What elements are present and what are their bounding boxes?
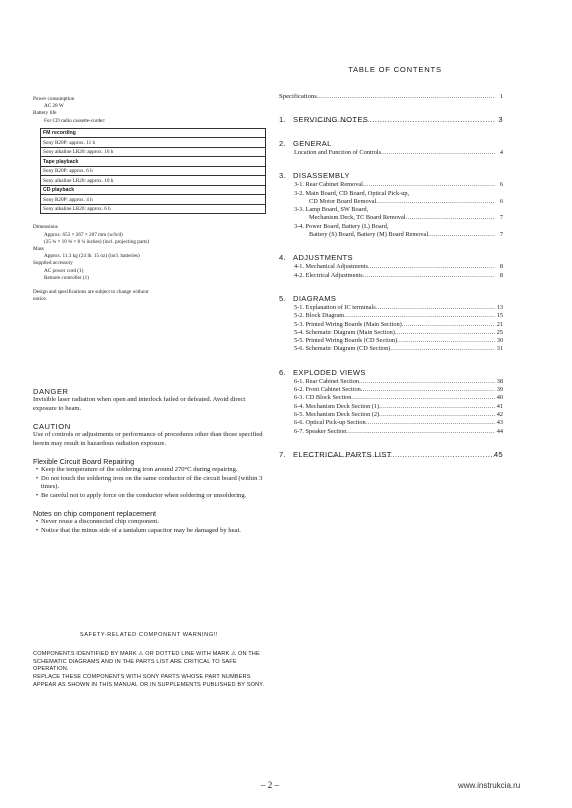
toc-entry-label: 5-3. Printed Wiring Boards (Main Section) [294,320,402,328]
toc-leader-dots [390,345,495,353]
battery-table-row [41,204,266,214]
toc-entry-label: 5-4. Schematic Diagram (Main Section) [294,328,395,336]
specifications-block [33,96,259,303]
toc-page-number: 8 [499,271,503,279]
flex-board-item [33,466,265,475]
power-consumption-label: Power consumption [33,96,75,102]
toc-entry-label: Mechanism Deck, TC Board Removal [309,214,406,222]
toc-section-number: 3. [279,171,287,181]
toc-page-number: 40 [496,394,503,402]
toc-page-number: 8 [499,263,503,271]
bullet-glyph: • [35,518,39,526]
toc-entry-label: 3-1. Rear Cabinet Removal [294,181,363,189]
battery-table-cell: Tape playback [41,157,266,167]
toc-leader-dots [363,272,495,280]
toc-entry[interactable] [279,321,503,329]
toc-entry-label: 5-2. Block Diagram [294,312,345,320]
toc-section-6[interactable] [279,368,503,378]
chip-notes-item [33,518,265,527]
toc-page-number: 7 [499,214,503,222]
toc-entry-label: 5-1. Explanation of IC terminals [294,303,376,311]
toc-section-3[interactable] [279,171,503,181]
chip-notes-item-text: Notice that the minus side of a tantalum capacitor may be damaged by heat. [41,527,241,535]
toc-page-number: 45 [493,449,503,459]
toc-leader-dots [428,231,495,239]
table-of-contents [279,92,503,460]
bullet-glyph: • [35,474,39,482]
toc-leader-dots [397,337,495,345]
toc-entry[interactable] [279,428,503,436]
battery-table-row [41,138,266,148]
flex-board-item [33,492,265,501]
toc-entry-label: 6-1. Rear Cabinet Section [294,377,360,385]
toc-leader-dots [317,92,495,101]
toc-leader-dots [351,394,495,402]
toc-entry[interactable] [279,345,503,353]
battery-table-cell: Sony R20P: approx. 11 h [41,138,266,148]
danger-text: Invisible laser radiation when open and interlock failed or defeated. Avoid direct exposure to beam. [33,396,246,412]
caution-title: CAUTION [33,421,71,431]
flex-board-item-text: Do not touch the soldering iron on the same conductor of the circuit board (within 3 times). [41,474,263,491]
toc-page-number: 30 [496,337,503,345]
toc-entry-label: CD Motor Board Removal [309,197,377,205]
toc-entry[interactable] [279,411,503,419]
toc-leader-dots [363,181,495,189]
battery-life-label: Battery life [33,110,57,117]
bullet-glyph: • [35,527,39,535]
toc-page-number: 31 [496,345,503,353]
toc-entry[interactable] [279,378,503,386]
safety-warning-para: REPLACE THESE COMPONENTS WITH SONY PARTS WHOSE PART NUMBERS APPEAR AS SHOWN IN THIS MANUAL OR IN SUPPLEMENTS PUBLISHED BY SONY. [33,674,265,688]
battery-table-cell: FM recording [41,128,266,138]
toc-leader-dots [307,115,495,125]
toc-entry[interactable] [279,231,503,239]
dimensions-value: Approx. 653 × 267 × 207 mm (w/h/d) [44,231,123,238]
toc-section-number: 6. [279,367,287,377]
toc-leader-dots [395,329,495,337]
toc-leader-dots [307,450,494,460]
battery-table-heading-row [41,185,266,195]
battery-table-row [41,147,266,157]
toc-page-number: 4 [499,149,503,156]
toc-entry[interactable] [279,419,503,427]
design-note-cont: notice. [33,296,47,303]
toc-entry[interactable] [279,206,503,214]
watermark: www.instrukcia.ru [458,781,521,790]
battery-table-heading-row [41,128,266,138]
bullet-glyph: • [35,465,39,473]
toc-entry-label: Location and Function of Controls [294,149,382,156]
supplied-accessory-item: Remote controller (1) [44,274,89,281]
toc-section-title: DISASSEMBLY [293,171,350,181]
battery-table-row [41,176,266,186]
toc-section-number: 7. [279,449,287,459]
flex-board-item [33,475,265,493]
toc-entry[interactable] [279,394,503,402]
dimensions-label: Dimensions [33,224,58,231]
toc-title: TABLE OF CONTENTS [348,65,442,74]
toc-leader-dots [379,411,495,419]
toc-entry[interactable] [279,403,503,411]
battery-table-heading-row [41,157,266,167]
design-note: Design and specifications are subject to change without [33,288,149,295]
battery-table-cell: Sony alkaline LR20: approx. 16 h [41,147,266,157]
toc-entry-label: 3-3. Lamp Board, SW Board, [294,206,369,214]
toc-entry-label: 4-2. Electrical Adjustments [294,271,363,279]
toc-entry-label: 3-2. Main Board, CD Board, Optical Pick-up, [294,189,410,197]
toc-leader-dots [379,403,495,411]
toc-entry-label: 6-4. Mechanism Deck Section (1) [294,402,380,410]
toc-entry[interactable] [279,198,503,206]
battery-table-cell: Sony R20P: approx. 4 h [41,195,266,205]
toc-page-number: 3 [498,115,503,124]
toc-section-number: 4. [279,253,287,263]
toc-section-title: ADJUSTMENTS [293,253,353,263]
toc-leader-dots [376,304,495,312]
toc-section-5[interactable] [279,294,503,304]
warnings-block [33,387,265,536]
toc-entry[interactable] [279,214,503,222]
chip-notes-list [33,518,265,536]
toc-leader-dots [381,149,495,157]
bullet-glyph: • [35,492,39,500]
toc-section-number: 1. [279,115,287,124]
mass-value: Approx. 11.3 kg (24 lb. 15 oz) (incl. batteries) [44,253,140,260]
safety-warning-title: SAFETY-RELATED COMPONENT WARNING!! [79,632,219,638]
toc-leader-dots [368,263,495,271]
toc-section-2[interactable] [279,139,503,149]
flex-board-title: Flexible Circuit Board Repairing [33,456,135,466]
toc-entry[interactable] [279,223,503,231]
toc-entry-label: 6-2. Front Cabinet Section [294,386,361,394]
toc-entry[interactable] [279,304,503,312]
toc-page-number: 41 [496,402,503,410]
toc-section-7[interactable] [279,450,503,460]
toc-leader-dots [376,198,495,206]
toc-entry[interactable] [279,312,503,320]
toc-entry[interactable] [279,190,503,198]
toc-page-number: 6 [499,197,503,205]
toc-page-number: 42 [496,410,503,418]
battery-table-cell: Sony alkaline LR20: approx. 6 h [41,204,266,214]
toc-entry[interactable] [279,181,503,189]
flex-board-item-text: Keep the temperature of the soldering iron around 270°C during repairing. [41,465,238,473]
toc-entry-label: 6-3. CD Block Section [294,394,352,402]
toc-entry[interactable] [279,149,503,157]
battery-life-table [40,128,266,215]
toc-entry-label: 6-7. Speaker Section [294,427,347,435]
toc-entry[interactable] [279,386,503,394]
toc-specifications[interactable] [279,92,503,101]
toc-page-number: 39 [496,386,503,394]
chip-notes-item-text: Never reuse a disconnected chip component. [41,518,159,526]
toc-entry[interactable] [279,329,503,337]
toc-page-number: 7 [499,231,503,239]
toc-leader-dots [361,386,495,394]
toc-page-number: 25 [496,328,503,336]
battery-table-row [41,166,266,176]
toc-entry-label: 5-5. Printed Wiring Boards (CD Section) [294,337,398,345]
toc-leader-dots [406,214,495,222]
power-consumption-value: AC 28 W [44,103,64,110]
battery-table-cell: CD playback [41,185,266,195]
toc-section-title: GENERAL [293,139,332,148]
battery-life-for: For CD radio cassette-corder: [44,117,106,124]
chip-notes-item [33,527,265,536]
toc-entry-label: Battery (S) Board, Battery (M) Board Removal [309,231,429,239]
toc-leader-dots [402,321,495,329]
toc-leader-dots [366,419,495,427]
toc-section-title: DIAGRAMS [293,293,337,303]
caution-text: Use of controls or adjustments or performance of procedures other than those specified herein may result in hazardous radiation exposure. [33,430,263,447]
toc-section-title: ELECTRICAL PARTS LIST [293,449,392,459]
toc-entry-label: Specifications [279,93,317,100]
toc-page-number: 1 [499,93,503,100]
toc-page-number: 43 [496,419,503,427]
toc-section-number: 5. [279,293,287,303]
toc-page-number: 38 [496,377,503,385]
toc-section-title: SERVICING NOTES [293,115,369,124]
battery-table-cell: Sony alkaline LR20: approx. 10 h [41,176,266,186]
flex-board-list [33,466,265,502]
toc-section-1[interactable] [279,115,503,125]
toc-entry-label: 5-6. Schematic Diagram (CD Section) [294,345,391,353]
danger-title: DANGER [33,387,69,396]
toc-entry-label: 4-1. Mechanical Adjustments [294,263,368,271]
toc-section-4[interactable] [279,253,503,263]
toc-entry[interactable] [279,272,503,280]
toc-leader-dots [346,428,495,436]
toc-entry-label: 6-6. Optical Pick-up Section [294,419,366,427]
toc-entry-label: 3-4. Power Board, Battery (L) Board, [294,222,389,230]
page-number: – 2 – [261,780,279,790]
battery-table-row [41,195,266,205]
toc-entry-label: 6-5. Mechanism Deck Section (2) [294,410,380,418]
toc-entry[interactable] [279,337,503,345]
supplied-accessory-item: AC power cord (1) [44,267,84,274]
safety-warning-block [33,651,265,690]
battery-table-cell: Sony R20P: approx. 6 h [41,166,266,176]
toc-leader-dots [359,378,495,386]
toc-section-title: EXPLODED VIEWS [293,367,366,377]
chip-notes-title: Notes on chip component replacement [33,509,157,519]
toc-page-number: 6 [499,181,503,189]
toc-page-number: 21 [496,320,503,328]
mass-label: Mass [33,245,44,252]
toc-page-number: 15 [496,312,503,320]
supplied-accessory-label: Supplied accessory [33,260,73,267]
flex-board-item-text: Be careful not to apply force on the conductor when soldering or unsoldering. [41,492,247,500]
toc-entry[interactable] [279,263,503,271]
toc-page-number: 13 [496,303,503,311]
toc-section-number: 2. [279,139,287,148]
dimensions-value-inches: (25 ¾ × 10 ⅝ × 8 ¼ inches) (incl. projecting parts) [44,238,150,245]
safety-warning-para: COMPONENTS IDENTIFIED BY MARK ⚠ OR DOTTED LINE WITH MARK ⚠ ON THE SCHEMATIC DIAGRAMS AND IN THE PARTS LIST ARE CRITICAL TO SAFE OPERATION. [33,651,260,673]
toc-page-number: 44 [496,427,503,435]
toc-leader-dots [344,312,495,320]
